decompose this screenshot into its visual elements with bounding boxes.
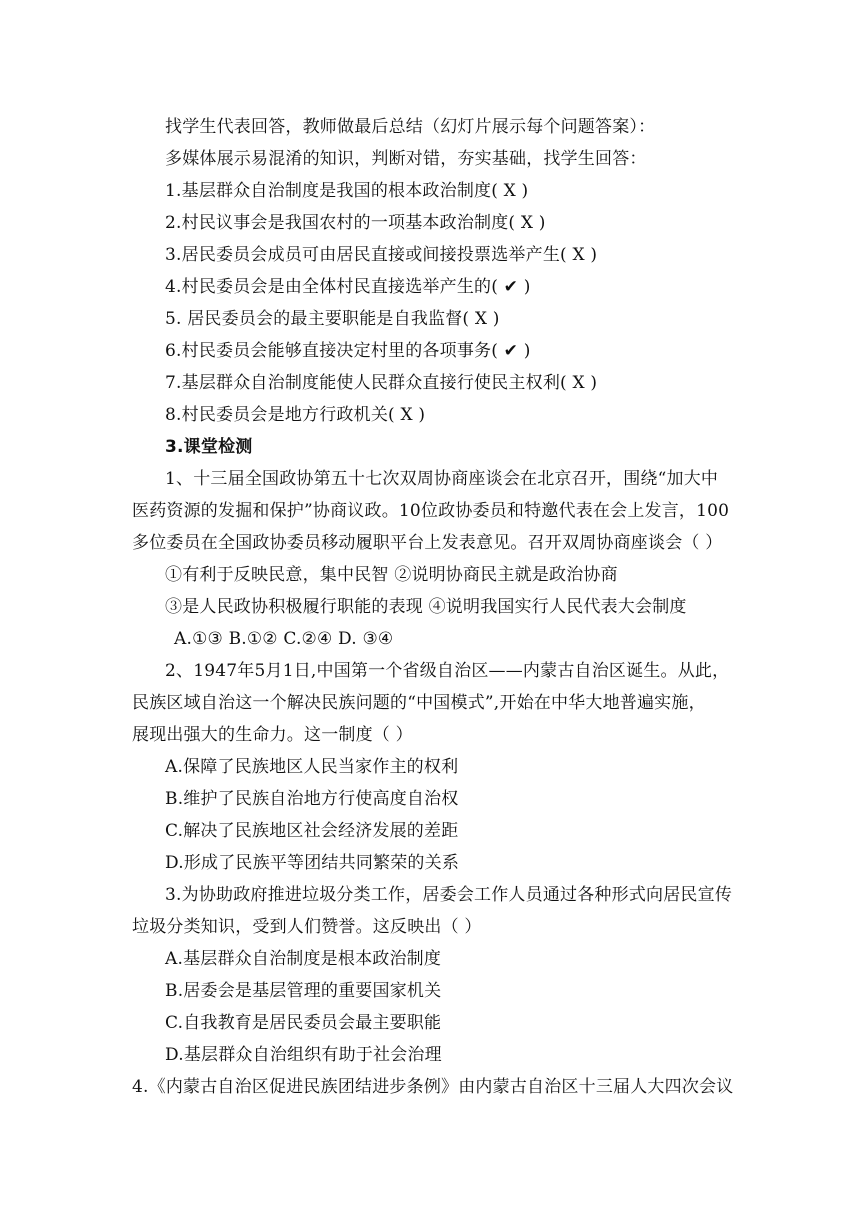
q2-option: D.形成了民族平等团结共同繁荣的关系 — [165, 853, 460, 873]
section-title: 3.课堂检测 — [165, 437, 253, 457]
judgement-item: 8.村民委员会是地方行政机关( X ) — [165, 405, 426, 425]
q2-stem-line: 民族区域自治这一个解决民族问题的“中国模式”,开始在中华大地普遍实施， — [132, 693, 706, 713]
judgement-item: 3.居民委员会成员可由居民直接或间接投票选举产生( X ) — [165, 245, 598, 265]
intro-line-2: 多媒体展示易混淆的知识，判断对错，夯实基础，找学生回答： — [165, 149, 647, 169]
q3-option: B.居委会是基层管理的重要国家机关 — [165, 981, 442, 1001]
q1-stem-line: 1、十三届全国政协第五十七次双周协商座谈会在北京召开，围绕“加大中 — [165, 469, 719, 489]
q3-option: D.基层群众自治组织有助于社会治理 — [165, 1045, 442, 1065]
q2-stem-line: 展现出强大的生命力。这一制度（ ） — [132, 725, 413, 745]
q1-statement: ③是人民政协积极履行职能的表现 ④说明我国实行人民代表大会制度 — [165, 597, 687, 617]
judgement-item: 4.村民委员会是由全体村民直接选举产生的( ✔ ) — [165, 277, 531, 297]
q3-stem-line: 垃圾分类知识，受到人们赞誉。这反映出（ ） — [132, 917, 482, 937]
judgement-item: 7.基层群众自治制度能使人民群众直接行使民主权利( X ) — [165, 373, 598, 393]
q3-option: C.自我教育是居民委员会最主要职能 — [165, 1013, 442, 1033]
q1-options: A.①③ B.①② C.②④ D. ③④ — [174, 629, 394, 649]
judgement-item: 5. 居民委员会的最主要职能是自我监督( X ) — [165, 309, 500, 329]
q2-option: A.保障了民族地区人民当家作主的权利 — [165, 757, 459, 777]
q3-option: A.基层群众自治制度是根本政治制度 — [165, 949, 442, 969]
judgement-item: 2.村民议事会是我国农村的一项基本政治制度( X ) — [165, 213, 546, 233]
q3-stem-line: 3.为协助政府推进垃圾分类工作，居委会工作人员通过各种形式向居民宣传 — [165, 885, 733, 905]
q1-stem-line: 医药资源的发掘和保护”协商议政。10位政协委员和特邀代表在会上发言，100 — [132, 501, 730, 521]
judgement-item: 6.村民委员会能够直接决定村里的各项事务( ✔ ) — [165, 341, 531, 361]
q1-statement: ①有利于反映民意，集中民智 ②说明协商民主就是政治协商 — [165, 565, 618, 585]
intro-line-1: 找学生代表回答，教师做最后总结（幻灯片展示每个问题答案）： — [165, 117, 656, 137]
q2-option: B.维护了民族自治地方行使高度自治权 — [165, 789, 459, 809]
q4-stem-line: 4.《内蒙古自治区促进民族团结进步条例》由内蒙古自治区十三届人大四次会议 — [132, 1077, 734, 1097]
judgement-item: 1.基层群众自治制度是我国的根本政治制度( X ) — [165, 181, 529, 201]
q1-stem-line: 多位委员在全国政协委员移动履职平台上发表意见。召开双周协商座谈会（ ） — [132, 533, 723, 553]
q2-stem-line: 2、1947年5月1日,中国第一个省级自治区——内蒙古自治区诞生。从此， — [165, 661, 730, 681]
q2-option: C.解决了民族地区社会经济发展的差距 — [165, 821, 459, 841]
